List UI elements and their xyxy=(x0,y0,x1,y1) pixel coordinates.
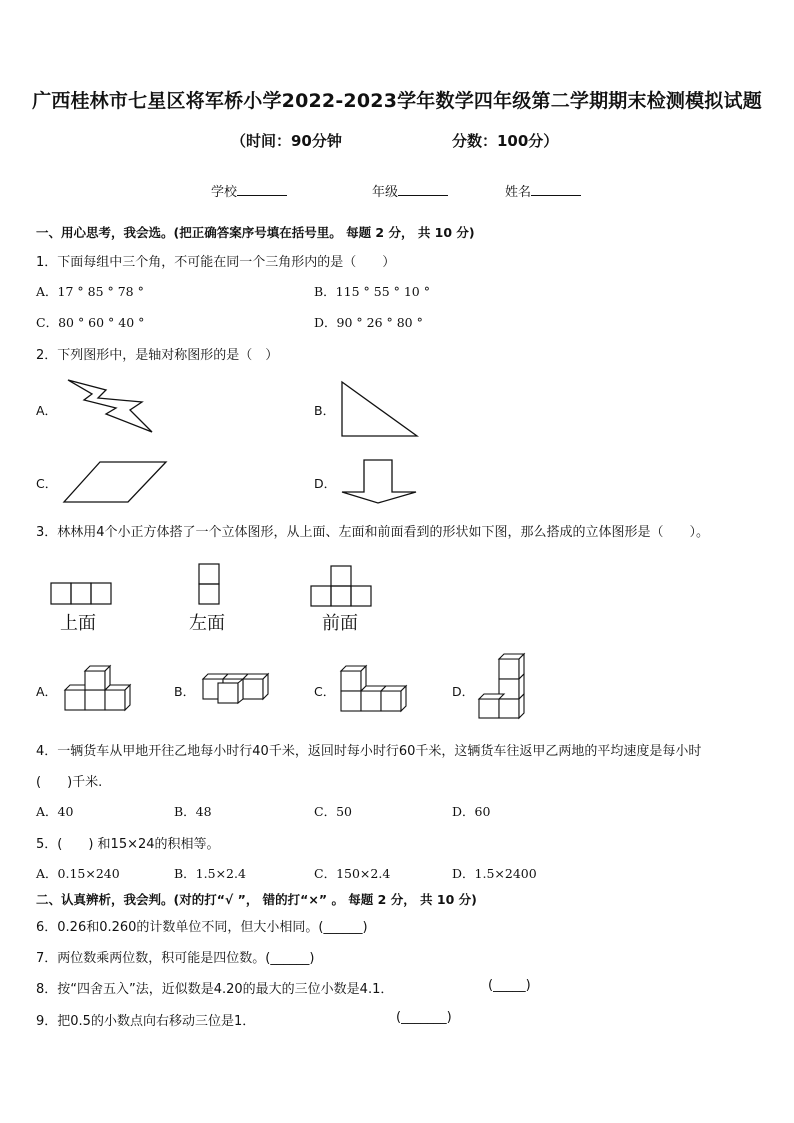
name-blank[interactable] xyxy=(531,183,581,196)
top-view-label: 上面 xyxy=(60,613,96,634)
exam-time: （时间：90分钟 xyxy=(231,132,342,150)
q2-option-d[interactable]: D． xyxy=(314,476,337,491)
down-arrow-figure[interactable] xyxy=(340,458,418,504)
top-view-figure xyxy=(50,582,114,606)
grade-field[interactable] xyxy=(372,181,448,200)
section1-heading: 一、用心思考，我会选。(把正确答案序号填在括号里。 每题 2 分， 共 10 分) xyxy=(36,225,475,240)
q5-option-b[interactable]: B．1.5×2.4 xyxy=(174,866,246,881)
q2-option-c[interactable]: C． xyxy=(36,476,58,491)
q8-answer-blank[interactable]: (_____) xyxy=(488,978,531,993)
name-field[interactable] xyxy=(505,181,581,200)
q1-option-c[interactable]: C．80 ° 60 ° 40 ° xyxy=(36,315,145,330)
cube-stack-d-figure[interactable] xyxy=(478,654,528,720)
exam-score: 分数：100分） xyxy=(452,132,559,150)
q4-stem-line2: ( )千米. xyxy=(36,775,103,790)
left-view-label: 左面 xyxy=(189,613,225,634)
q2-option-b[interactable]: B． xyxy=(314,403,336,418)
q5-stem: 5．( ) 和15×24的积相等。 xyxy=(36,837,220,852)
q2-stem: 2．下列图形中，是轴对称图形的是（ ） xyxy=(36,348,279,363)
q4-option-d[interactable]: D．60 xyxy=(452,804,491,819)
cube-stack-b-figure[interactable] xyxy=(202,672,272,704)
q5-option-d[interactable]: D．1.5×2400 xyxy=(452,866,537,881)
grade-blank[interactable] xyxy=(398,183,448,196)
q2-option-a[interactable]: A． xyxy=(36,403,58,418)
q4-option-a[interactable]: A．40 xyxy=(36,804,74,819)
q9-answer-blank[interactable]: (_______) xyxy=(396,1010,452,1025)
q1-option-d[interactable]: D．90 ° 26 ° 80 ° xyxy=(314,315,423,330)
q8-statement: 8．按“四舍五入”法，近似数是4.20的最大的三位小数是4.1． xyxy=(36,982,394,997)
q4-option-c[interactable]: C．50 xyxy=(314,804,352,819)
q9-statement: 9．把0.5的小数点向右移动三位是1． xyxy=(36,1014,256,1029)
school-blank[interactable] xyxy=(237,183,287,196)
cube-stack-c-figure[interactable] xyxy=(340,666,410,714)
school-label: 学校 xyxy=(211,185,238,200)
q3-stem: 3．林林用4个小正方体搭了一个立体图形，从上面、左面和前面看到的形状如下图，那么搭成的立体图形是（ ）。 xyxy=(36,525,710,540)
section2-heading: 二、认真辨析，我会判。(对的打“√ ”， 错的打“×” 。 每题 2 分， 共 10 分) xyxy=(36,892,477,907)
q4-option-b[interactable]: B．48 xyxy=(174,804,212,819)
grade-label: 年级 xyxy=(372,185,399,200)
q1-stem: 1．下面每组中三个角，不可能在同一个三角形内的是（ ） xyxy=(36,255,396,270)
front-view-figure xyxy=(310,565,374,609)
name-label: 姓名 xyxy=(505,185,532,200)
lightning-shape-figure[interactable] xyxy=(62,378,158,434)
q1-option-a[interactable]: A．17 ° 85 ° 78 ° xyxy=(36,284,144,299)
q4-stem-line1: 4．一辆货车从甲地开往乙地每小时行40千米，返回时每小时行60千米，这辆货车往返甲乙两地的平均速度是每小时 xyxy=(36,744,702,759)
q5-option-a[interactable]: A．0.15×240 xyxy=(36,866,120,881)
exam-title: 广西桂林市七星区将军桥小学2022-2023学年数学四年级第二学期期末检测模拟试题 xyxy=(32,90,762,112)
q5-option-c[interactable]: C．150×2.4 xyxy=(314,866,391,881)
q7-statement[interactable]: 7．两位数乘两位数，积可能是四位数。(______) xyxy=(36,951,315,966)
school-field[interactable] xyxy=(211,181,287,200)
right-triangle-figure[interactable] xyxy=(340,380,420,438)
left-view-figure xyxy=(198,563,222,607)
q3-option-d[interactable]: D． xyxy=(452,684,475,699)
q1-option-b[interactable]: B．115 ° 55 ° 10 ° xyxy=(314,284,430,299)
front-view-label: 前面 xyxy=(322,613,358,634)
q3-option-a[interactable]: A． xyxy=(36,684,58,699)
cube-stack-a-figure[interactable] xyxy=(64,666,132,712)
q6-statement[interactable]: 6．0.26和0.260的计数单位不同，但大小相同。(______) xyxy=(36,920,368,935)
q3-option-b[interactable]: B． xyxy=(174,684,196,699)
parallelogram-figure[interactable] xyxy=(62,460,168,504)
q3-option-c[interactable]: C． xyxy=(314,684,336,699)
